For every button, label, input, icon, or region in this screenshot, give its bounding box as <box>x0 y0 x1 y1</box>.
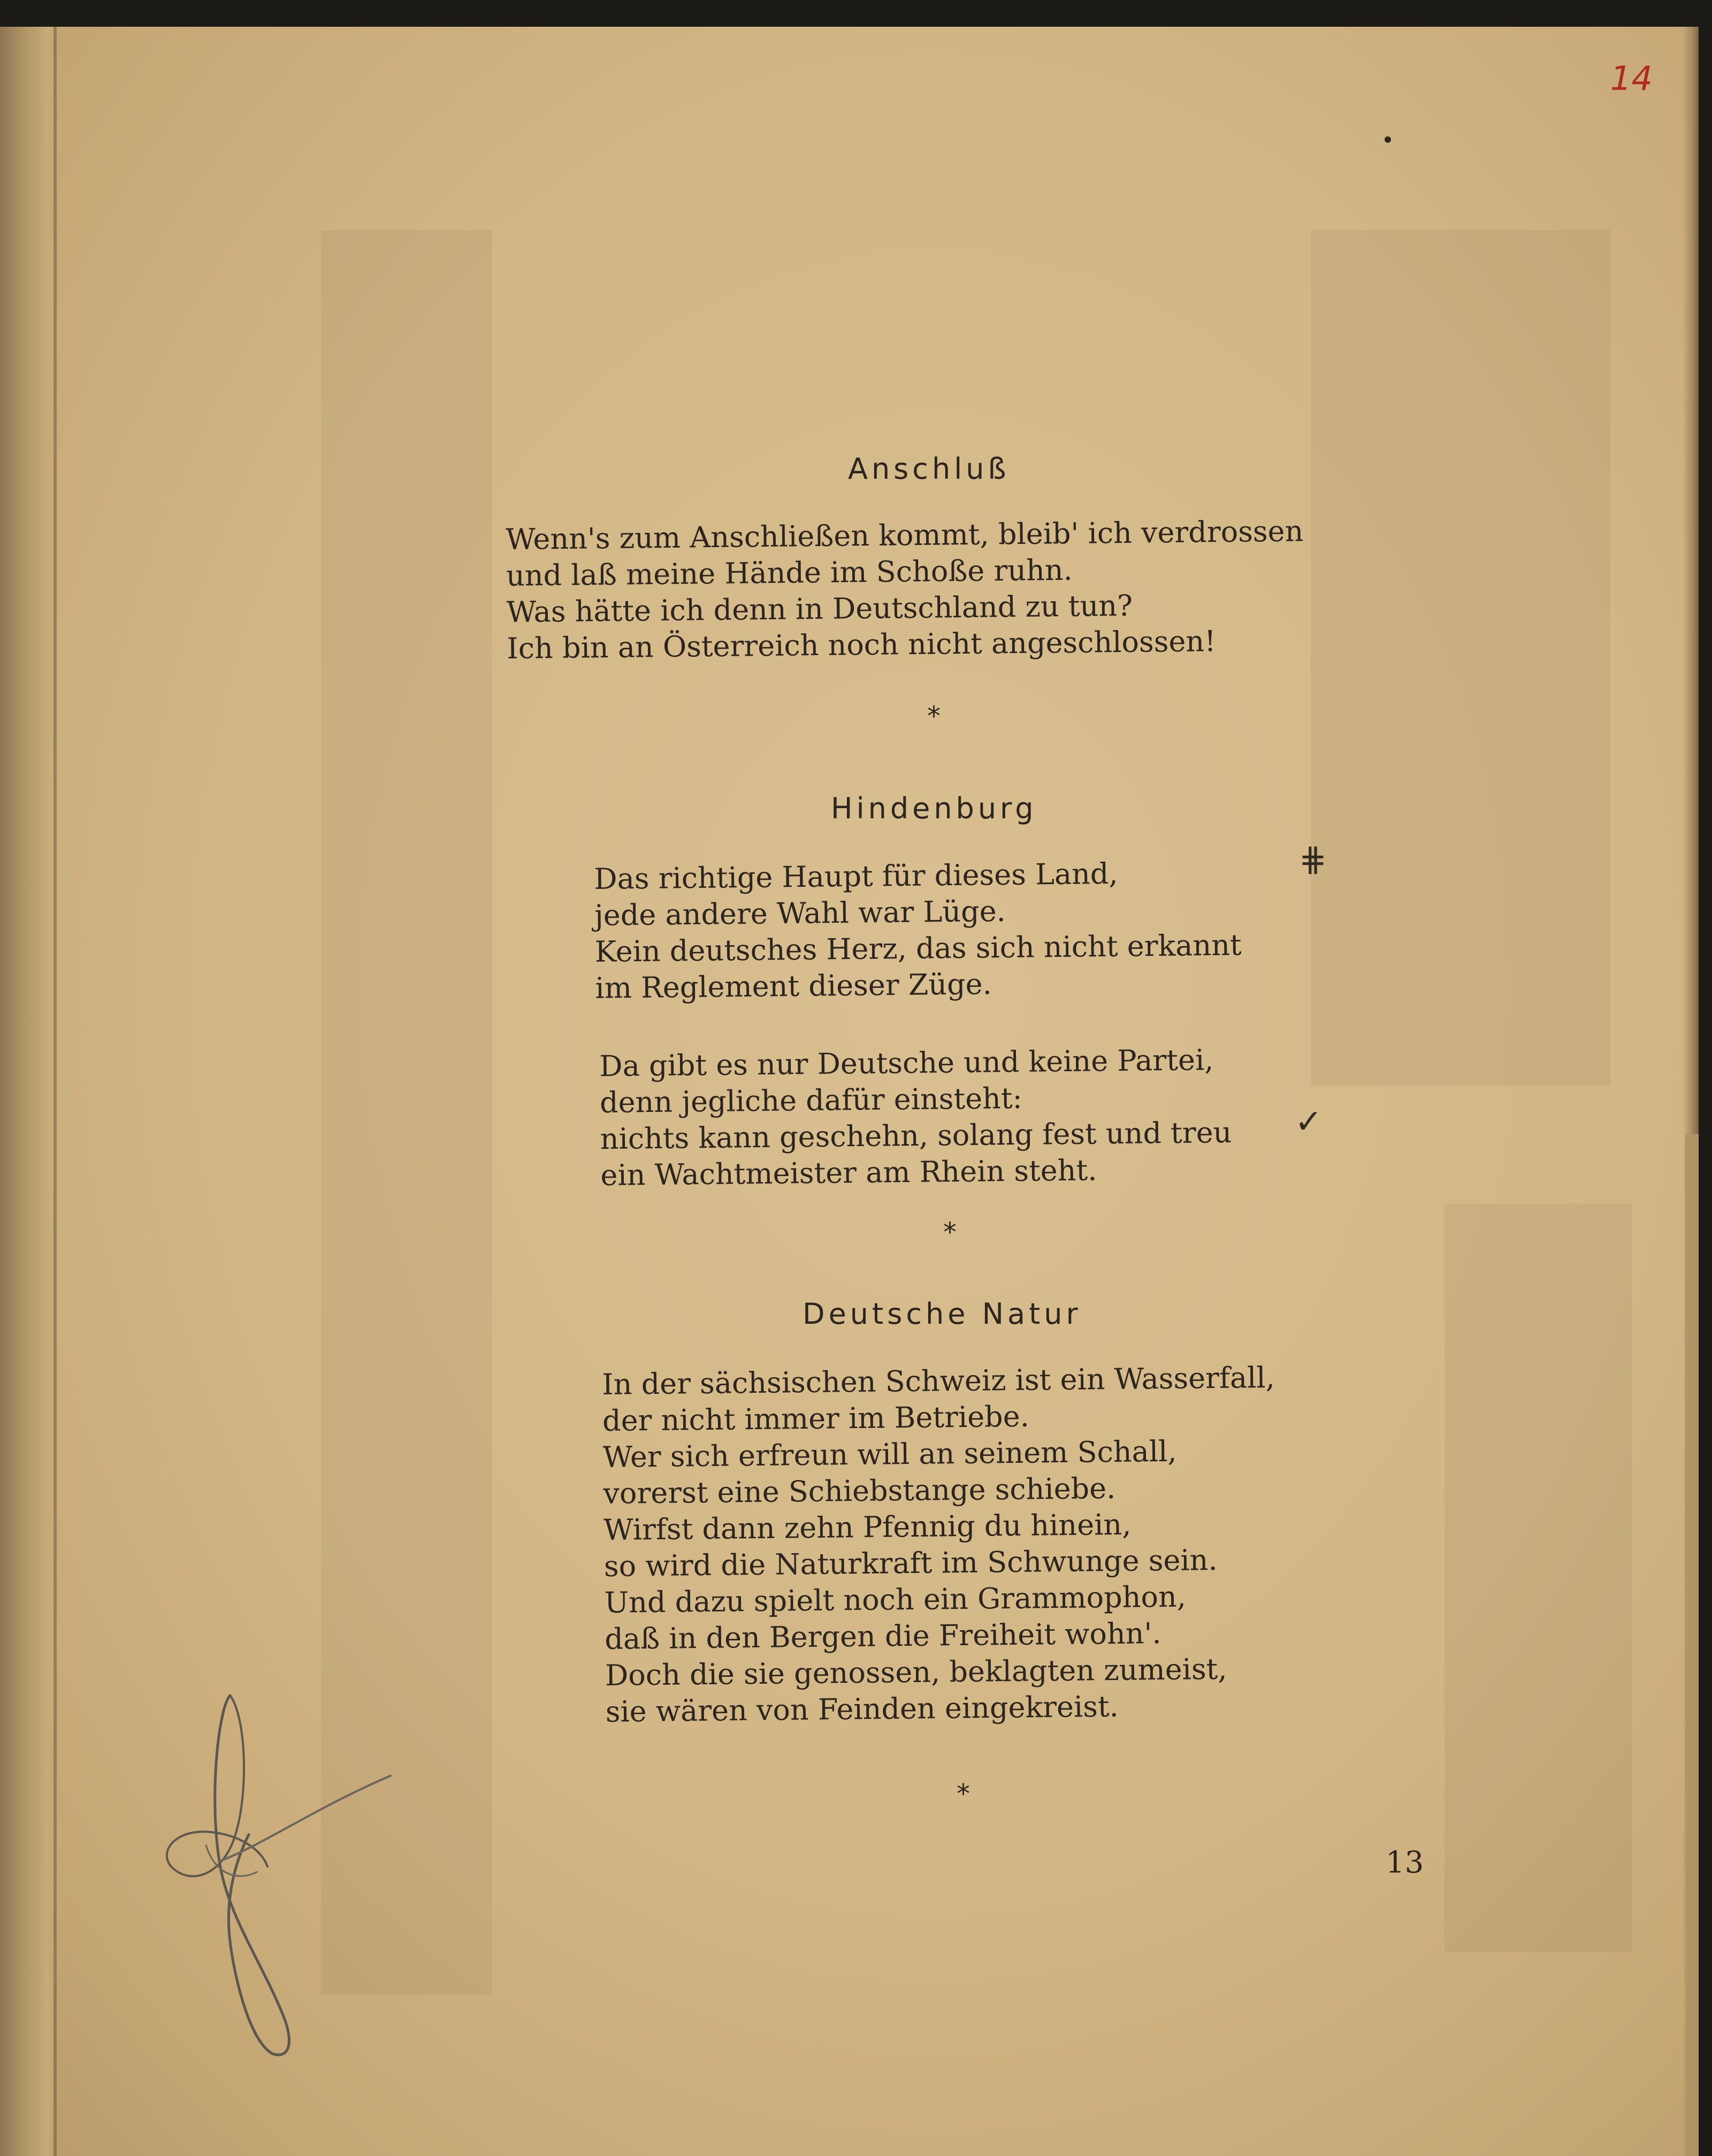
verse-line: daß in den Bergen die Freiheit wohn'. <box>605 1616 1161 1656</box>
show-through-right-bottom <box>1444 1203 1632 1952</box>
margin-mark: ✓ <box>1295 1102 1323 1141</box>
poem-title: Deutsche Natur <box>802 1297 1082 1331</box>
verse-line: denn jegliche dafür einsteht: <box>599 1081 1023 1119</box>
verse-line: im Reglement dieser Züge. <box>595 967 992 1005</box>
verse-line: jede andere Wahl war Lüge. <box>594 894 1006 932</box>
separator-star: * <box>943 1217 957 1248</box>
verse-line: Doch die sie genossen, beklagten zumeist, <box>605 1652 1227 1692</box>
verse-line: so wird die Naturkraft im Schwunge sein. <box>603 1543 1218 1583</box>
ink-dot <box>1385 136 1391 143</box>
verse-line: der nicht immer im Betriebe. <box>602 1399 1030 1438</box>
verse-line: Das richtige Haupt für dieses Land, <box>594 856 1118 896</box>
poem-title: Anschluß <box>848 452 1010 486</box>
handwritten-folio: 14 <box>1610 59 1653 98</box>
poem-stanza <box>602 1360 1279 1730</box>
margin-mark: ⋕ <box>1299 840 1327 879</box>
verse-line: Wer sich erfreun will an seinem Schall, <box>602 1434 1177 1474</box>
verse-line: Ich bin an Österreich noch nicht angeschlossen! <box>507 624 1217 665</box>
verse-line: vorerst eine Schiebstange schiebe. <box>603 1471 1116 1510</box>
verse-line: nichts kann geschehn, solang fest und treu <box>600 1115 1232 1156</box>
separator-star: * <box>957 1778 970 1809</box>
verse-line: Was hätte ich denn in Deutschland zu tun? <box>506 588 1133 629</box>
verse-line: Und dazu spielt noch ein Grammophon, <box>604 1579 1187 1620</box>
verse-line: ein Wachtmeister am Rhein steht. <box>600 1153 1097 1192</box>
poem-stanza <box>506 513 1305 667</box>
verse-line: sie wären von Feinden eingekreist. <box>605 1689 1119 1729</box>
poem-stanza <box>594 854 1242 1007</box>
verse-line: Wenn's zum Anschließen kommt, bleib' ich verdrossen <box>506 514 1304 556</box>
verse-line: Kein deutsches Herz, das sich nicht erkannt <box>594 928 1242 969</box>
page-edge-step <box>1685 1134 1699 2156</box>
verse-line: Wirfst dann zehn Pfennig du hinein, <box>603 1507 1132 1547</box>
poem-title: Hindenburg <box>831 792 1037 825</box>
verse-line: Da gibt es nur Deutsche und keine Partei, <box>599 1042 1214 1083</box>
show-through-right-top <box>1311 230 1610 1086</box>
pencil-signature <box>155 1685 412 2070</box>
page-number: 13 <box>1386 1845 1424 1880</box>
verse-line: und laß meine Hände im Schoße ruhn. <box>506 553 1073 593</box>
page-gutter <box>0 27 59 2156</box>
poem-stanza <box>599 1042 1232 1194</box>
book-page <box>0 27 1699 2156</box>
gutter-line <box>54 27 57 2156</box>
verse-line: In der sächsischen Schweiz ist ein Wasserfall, <box>602 1360 1275 1401</box>
separator-star: * <box>927 701 941 732</box>
